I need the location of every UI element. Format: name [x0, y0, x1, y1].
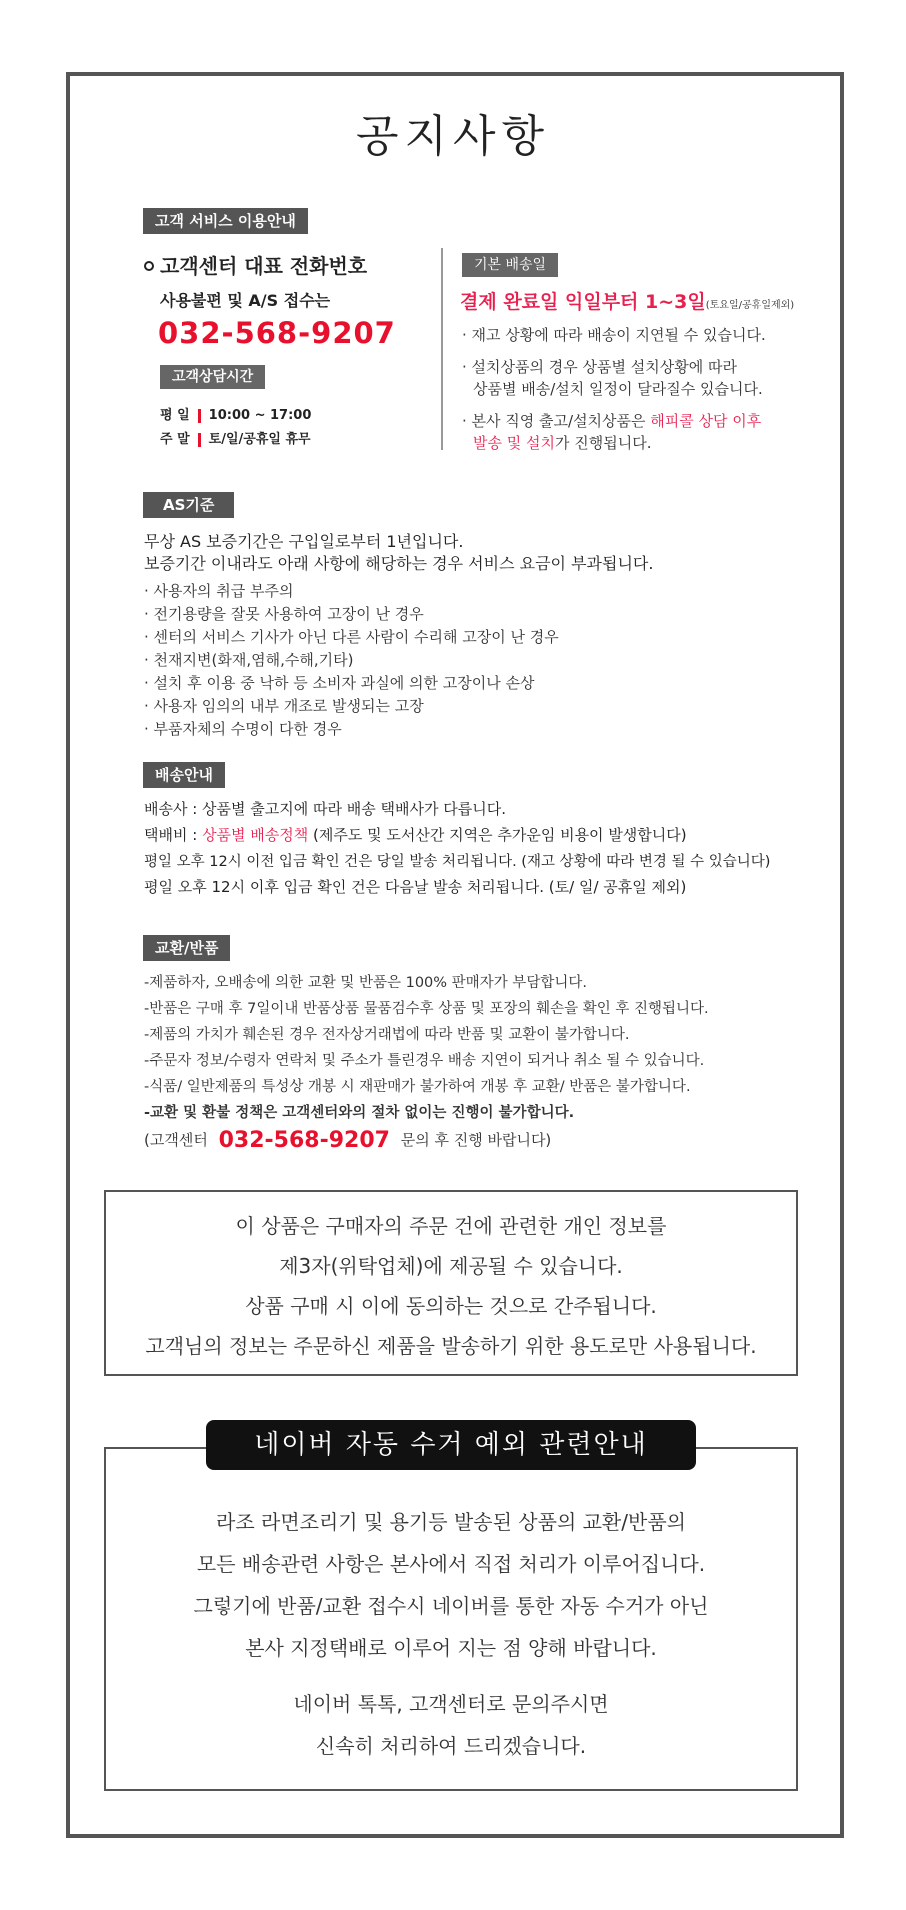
- privacy-line-3: 상품 구매 시 이에 동의하는 것으로 간주됩니다.: [245, 1294, 657, 1318]
- delivery-line-3: 평일 오후 12시 이전 입금 확인 건은 당일 발송 처리됩니다. (재고 상황에 따라 변경 될 수 있습니다): [144, 854, 771, 870]
- list-item: -주문자 정보/수령자 연락처 및 주소가 틀린경우 배송 지연이 되거나 취소 될 수 있습니다.: [144, 1053, 705, 1069]
- delivery-line-4: 평일 오후 12시 이후 입금 확인 건은 다음날 발송 처리됩니다. (토/ 일/ 공휴일 제외): [144, 878, 687, 896]
- exchange-contact-phone[interactable]: 032-568-9207: [218, 1128, 390, 1153]
- naver-title: 네이버 자동 수거 예외 관련안내: [206, 1420, 696, 1470]
- list-item: -제품의 가치가 훼손된 경우 전자상거래법에 따라 반품 및 교환이 불가합니다.: [144, 1027, 630, 1043]
- list-item: · 센터의 서비스 기사가 아닌 다른 사람이 수리해 고장이 난 경우: [144, 628, 559, 646]
- as-intro-1: 무상 AS 보증기간은 구입일로부터 1년입니다.: [144, 532, 464, 551]
- list-item: · 사용자의 취급 부주의: [144, 582, 294, 600]
- shipping-item-2a: · 설치상품의 경우 상품별 설치상황에 따라: [462, 358, 737, 376]
- shipping-item-3a: · 본사 직영 출고/설치상품은 해피콜 상담 이후: [462, 412, 762, 430]
- weekday-value: 10:00 ~ 17:00: [208, 408, 312, 423]
- privacy-line-2: 제3자(위탁업체)에 제공될 수 있습니다.: [279, 1254, 623, 1278]
- naver-box: [104, 1447, 798, 1791]
- separator-bar: [198, 409, 201, 423]
- delivery-line-2: 택배비 : 상품별 배송정책 (제주도 및 도서산간 지역은 추가운임 비용이 발생합니다): [144, 826, 687, 844]
- naver-line-6: 신속히 처리하여 드리겠습니다.: [315, 1734, 587, 1758]
- divider: [441, 248, 443, 450]
- exchange-tag: 교환/반품: [143, 935, 230, 961]
- shipping-item-3b: 발송 및 설치가 진행됩니다.: [473, 434, 652, 452]
- weekend-value: 토/일/공휴일 휴무: [208, 432, 311, 447]
- shipping-headline: 결제 완료일 익일부터 1~3일(토요일/공휴일제외): [460, 291, 795, 313]
- separator-bar: [198, 433, 201, 447]
- exchange-contact: (고객센터 032-568-9207 문의 후 진행 바랍니다): [144, 1128, 552, 1153]
- list-item: · 전기용량을 잘못 사용하여 고장이 난 경우: [144, 605, 424, 623]
- weekday-row: [160, 404, 311, 423]
- hours-tag: 고객상담시간: [160, 365, 265, 389]
- privacy-line-1: 이 상품은 구매자의 주문 건에 관련한 개인 정보를: [235, 1214, 667, 1238]
- weekend-row: [160, 428, 311, 447]
- list-item: -반품은 구매 후 7일이내 반품상품 물품검수후 상품 및 포장의 훼손을 확인 후 진행됩니다.: [144, 1001, 709, 1017]
- circle-bullet-icon: [144, 261, 154, 271]
- list-item: -제품하자, 오배송에 의한 교환 및 반품은 100% 판매자가 부담합니다.: [144, 975, 587, 991]
- exchange-list: [144, 970, 709, 1126]
- as-intro-2: 보증기간 이내라도 아래 사항에 해당하는 경우 서비스 요금이 부과됩니다.: [144, 554, 654, 573]
- privacy-box: [104, 1190, 798, 1376]
- delivery-line-1: 배송사 : 상품별 출고지에 따라 배송 택배사가 다릅니다.: [144, 800, 506, 818]
- service-tag: 고객 서비스 이용안내: [143, 208, 308, 234]
- as-tag: AS기준: [143, 492, 234, 518]
- exchange-warning: -교환 및 환불 정책은 고객센터와의 절차 없이는 진행이 불가합니다.: [144, 1105, 575, 1121]
- shipping-item-2b: 상품별 배송/설치 일정이 달라질수 있습니다.: [473, 380, 763, 398]
- as-list: [144, 580, 559, 741]
- weekend-label: 주 말: [160, 432, 190, 447]
- naver-line-4: 본사 지정택배로 이루어 지는 점 양해 바랍니다.: [245, 1636, 657, 1660]
- weekday-label: 평 일: [160, 408, 190, 423]
- naver-line-2: 모든 배송관련 사항은 본사에서 직접 처리가 이루어집니다.: [196, 1552, 706, 1576]
- list-item: · 사용자 임의의 내부 개조로 발생되는 고장: [144, 697, 424, 715]
- naver-line-1: 라조 라면조리기 및 용기등 발송된 상품의 교환/반품의: [216, 1510, 686, 1534]
- service-phone[interactable]: 032-568-9207: [158, 316, 396, 350]
- shipping-policy-link[interactable]: 상품별 배송정책: [202, 826, 309, 844]
- page-title: 공지사항: [355, 111, 550, 162]
- list-item: · 설치 후 이용 중 낙하 등 소비자 과실에 의한 고장이나 손상: [144, 674, 535, 692]
- privacy-line-4: 고객님의 정보는 주문하신 제품을 발송하기 위한 용도로만 사용됩니다.: [145, 1334, 757, 1358]
- delivery-tag: 배송안내: [143, 762, 225, 788]
- naver-line-3: 그렇기에 반품/교환 접수시 네이버를 통한 자동 수거가 아닌: [193, 1594, 709, 1618]
- service-heading: 고객센터 대표 전화번호: [144, 250, 367, 279]
- list-item: · 천재지변(화재,염해,수해,기타): [144, 651, 354, 669]
- list-item: · 부품자체의 수명이 다한 경우: [144, 720, 342, 738]
- list-item: -식품/ 일반제품의 특성상 개봉 시 재판매가 불가하여 개봉 후 교환/ 반품은 불가합니다.: [144, 1079, 691, 1095]
- shipping-headline-note: (토요일/공휴일제외): [705, 300, 795, 311]
- service-subheading: 사용불편 및 A/S 접수는: [160, 291, 331, 310]
- shipping-item-1: · 재고 상황에 따라 배송이 지연될 수 있습니다.: [462, 326, 766, 344]
- naver-line-5: 네이버 톡톡, 고객센터로 문의주시면: [293, 1692, 609, 1716]
- shipping-basic-tag: 기본 배송일: [462, 253, 558, 277]
